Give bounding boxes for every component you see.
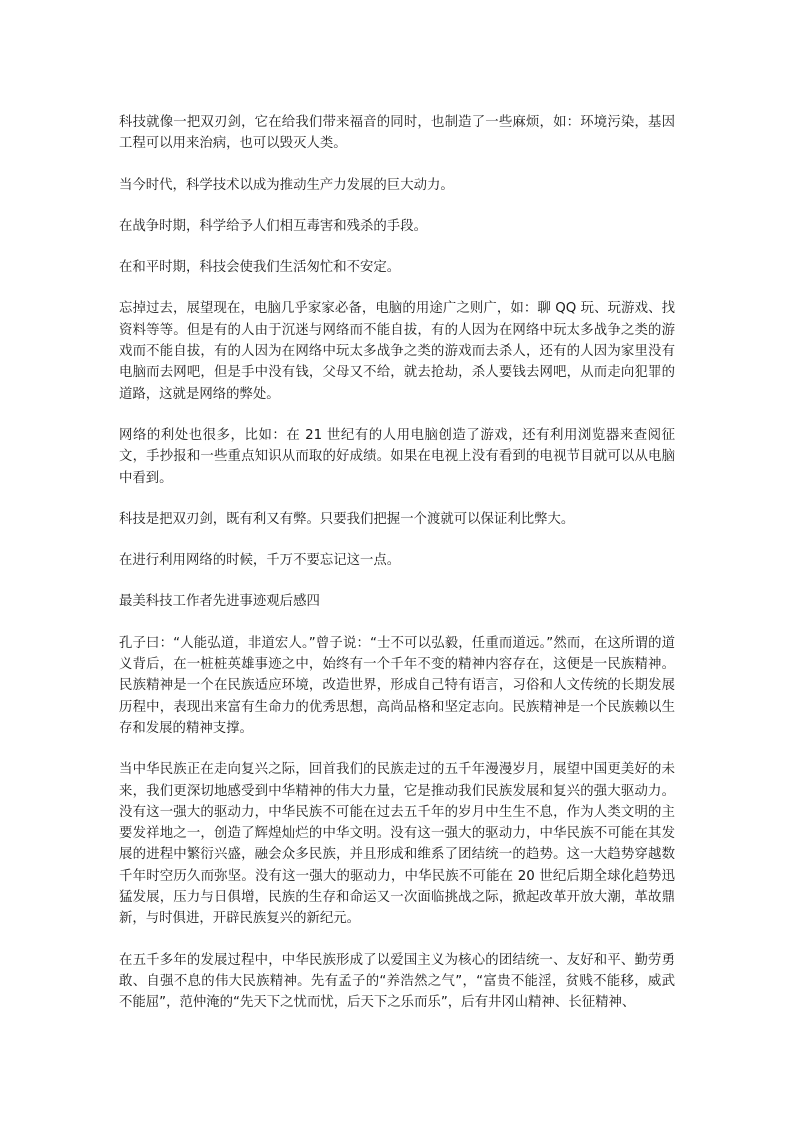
paragraph-double-edged-sword: 科技就像一把双刃剑，它在给我们带来福音的同时，也制造了一些麻烦，如：环境污染，基因工程可以用来治病，也可以毁灭人类。	[119, 115, 675, 152]
paragraph-peacetime: 在和平时期，科技会使我们生活匆忙和不安定。	[119, 260, 401, 276]
paragraph-productivity: 当今时代，科学技术以成为推动生产力发展的巨大动力。	[119, 177, 454, 193]
paragraph-wartime: 在战争时期，科学给予人们相互毒害和残杀的手段。	[119, 218, 427, 234]
paragraph-internet-harms: 忘掉过去，展望现在，电脑几乎家家必备，电脑的用途广之则广，如：聊 QQ 玩、玩游戏、找资料等等。但是有的人由于沉迷与网络而不能自拔，有的人因为在网络中玩太多战争之类的游戏而不能自拔，有的人因为在网络中玩太多战争之类的游戏而去杀人，还有的人因为家里没有电脑而去网吧，但是手中没有钱，父母又不给，就去抢劫，杀人要钱去网吧，从而走向犯罪的道路，这就是网络的弊处。	[119, 301, 675, 402]
paragraph-internet-benefits: 网络的利处也很多，比如：在 21 世纪有的人用电脑创造了游戏，还有利用浏览器来查阅征文，手抄报和一些重点知识从而取的好成绩。如果在电视上没有看到的电视节目就可以从电脑中看到。	[119, 427, 675, 486]
document-body	[119, 112, 675, 1034]
paragraph-confucius: 孔子曰：“人能弘道，非道宏人。”曾子说：“士不可以弘毅，任重而道远。”然而，在这所谓的道义背后，在一桩桩英雄事迹之中，始终有一个千年不变的精神内容存在，这便是一民族精神。民族精神是一个在民族适应环境，改造世界，形成自己特有语言，习俗和人文传统的长期发展历程中，表现出来富有生命力的优秀思想，高尚品格和坚定志向。民族精神是一个民族赖以生存和发展的精神支撑。	[119, 635, 675, 736]
section-heading: 最美科技工作者先进事迹观后感四	[119, 594, 320, 610]
paragraph-balance: 科技是把双刃剑，既有利又有弊。只要我们把握一个渡就可以保证利比弊大。	[119, 511, 575, 527]
paragraph-reminder: 在进行利用网络的时候，千万不要忘记这一点。	[119, 553, 401, 569]
paragraph-revival: 当中华民族正在走向复兴之际，回首我们的民族走过的五千年漫漫岁月，展望中国更美好的未来，我们更深切地感受到中华精神的伟大力量，它是推动我们民族发展和复兴的强大驱动力。没有这一强大的驱动力，中华民族不可能在过去五千年的岁月中生生不息，作为人类文明的主要发祥地之一，创造了辉煌灿烂的中华文明。没有这一强大的驱动力，中华民族不可能在其发展的进程中繁衍兴盛，融会众多民族，并且形成和维系了团结统一的趋势。这一大趋势穿越数千年时空历久而弥坚。没有这一强大的驱动力，中华民族不可能在 20 世纪后期全球化趋势迅猛发展，压力与日俱增，民族的生存和命运又一次面临挑战之际，掀起改革开放大潮，革故鼎新，与时俱进，开辟民族复兴的新纪元。	[119, 762, 675, 927]
paragraph-national-spirit: 在五千多年的发展过程中，中华民族形成了以爱国主义为核心的团结统一、友好和平、勤劳勇敢、自强不息的伟大民族精神。先有孟子的“养浩然之气”，“富贵不能淫，贫贱不能移，威武不能屈”，范仲淹的“先天下之忧而忧，后天下之乐而乐”，后有井冈山精神、长征精神、	[119, 952, 675, 1011]
